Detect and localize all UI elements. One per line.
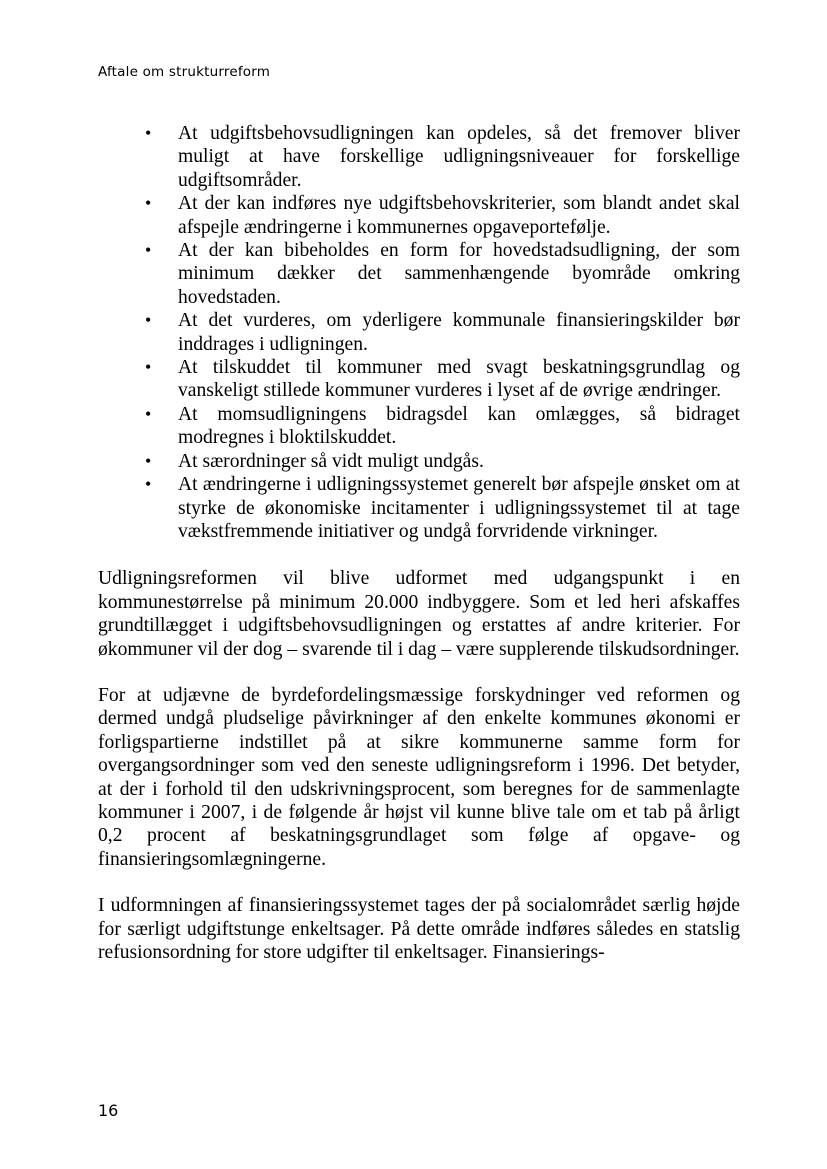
bullet-text: At tilskuddet til kommuner med svagt beskatningsgrundlag og vanskeligt stillede kommuner vurderes i lyset af de øvrige ændringer. (178, 357, 740, 402)
bullet-icon: • (145, 193, 152, 214)
bullet-item (145, 403, 740, 450)
paragraph-udligningsreform: Udligningsreformen vil blive udformet med udgangspunkt i en kommunestørrelse på minimum 20.000 indbyggere. Som et led heri afskaffes grundtillægget i udgiftsbehovsudligningen og erstattes af andre kriterier. For økommuner vil der dog – svarende til i dag – være supplerende tilskudsordninger. (98, 568, 740, 660)
bullet-item (145, 239, 740, 309)
bullet-icon: • (145, 450, 152, 471)
page-number: 16 (98, 1101, 119, 1120)
bullet-text: At ændringerne i udligningssystemet generelt bør afspejle ønsket om at styrke de økonomiske incitamenter i udligningssystemet til at tage vækstfremmende initiativer og undgå forvridende virkninger. (178, 474, 740, 542)
paragraph-finansieringssystem: I udformningen af finansieringssystemet tages der på socialområdet særlig højde for særligt udgiftstunge enkeltsager. På dette område indføres således en statslig refusionsordning for store udgifter til enkeltsager. Finansierings- (98, 895, 740, 963)
bullet-icon: • (145, 310, 152, 331)
bullet-item (145, 473, 740, 543)
bullet-icon: • (145, 240, 152, 261)
bullet-item (145, 122, 740, 192)
bullet-icon: • (145, 357, 152, 378)
bullet-icon: • (145, 123, 152, 143)
bullet-text: At der kan bibeholdes en form for hovedstadsudligning, der som minimum dækker det sammenhængende byområde omkring hovedstaden. (178, 240, 740, 308)
paragraph-overgangsordninger: For at udjævne de byrdefordelingsmæssige forskydninger ved reformen og dermed undgå pludselige påvirkninger af den enkelte kommunes økonomi er forligspartierne indstillet på at sikre kommunerne samme form for overgangsordninger som ved den seneste udligningsreform i 1996. Det betyder, at der i forhold til den udskrivningsprocent, som beregnes for de sammenlagte kommuner i 2007, i de følgende år højst vil kunne blive tale om et tab på årligt 0,2 procent af beskatningsgrundlaget som følge af opgave- og finansieringsomlægningerne. (98, 684, 740, 870)
bullet-text: At det vurderes, om yderligere kommunale finansieringskilder bør inddrages i udligningen. (178, 310, 740, 355)
bullet-text: At der kan indføres nye udgiftsbehovskriterier, som blandt andet skal afspejle ændringerne i kommunernes opgaveportefølje. (178, 193, 740, 238)
bullet-text: At udgiftsbehovsudligningen kan opdeles, så det fremover bliver muligt at have forskellige udligningsniveauer for forskellige udgiftsområder. (178, 123, 740, 191)
bullet-icon: • (145, 403, 152, 424)
bullet-item (145, 309, 740, 356)
bullet-item (145, 192, 740, 239)
bullet-text: At særordninger så vidt muligt undgås. (178, 450, 484, 472)
bullet-list (98, 122, 740, 543)
bullet-item (145, 450, 740, 473)
body-text (98, 122, 740, 964)
bullet-item (145, 356, 740, 403)
running-header: Aftale om strukturreform (98, 64, 271, 80)
bullet-text: At momsudligningens bidragsdel kan omlægges, så bidraget modregnes i bloktilskuddet. (178, 403, 740, 449)
bullet-icon: • (145, 474, 152, 495)
